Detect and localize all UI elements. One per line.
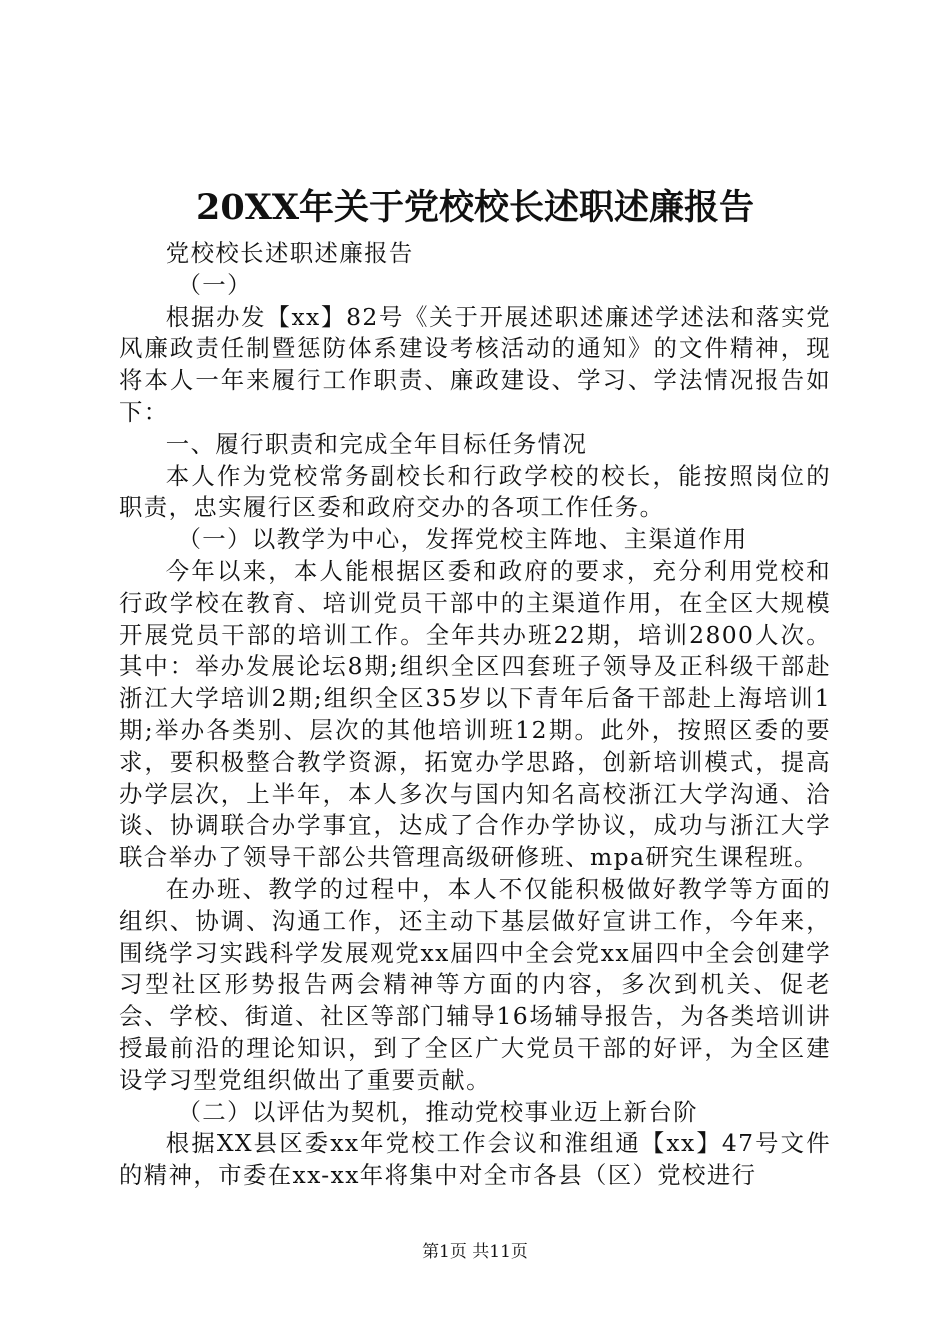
subsection-heading-1: （一）以教学为中心，发挥党校主阵地、主渠道作用 [177, 525, 748, 554]
paragraph-training: 今年以来，本人能根据区委和政府的要求，充分利用党校和行政学校在教育、培训党员干部中的主渠道作用，在全区大规模开展党员干部的培训工作。全年共办班22期，培训2800人次。其中：举办发展论坛8期;组织全区四套班子领导及正科级干部赴浙江大学培训2期;组织全区35岁以下青年后备干部赴上海培训1期;举办各类别、层次的其他培训班12期。此外，按照区委的要求，要积极整合教学资源，拓宽办学思路，创新培训模式，提高办学层次，上半年，本人多次与国内知名高校浙江大学沟通、洽谈、协调联合办学事宜，达成了合作办学协议，成功与浙江大学联合举办了领导干部公共管理高级研修班、mpa研究生课程班。 [119, 556, 831, 872]
paragraph-teaching: 在办班、教学的过程中，本人不仅能积极做好教学等方面的组织、协调、沟通工作，还主动下基层做好宣讲工作，今年来，围绕学习实践科学发展观党xx届四中全会党xx届四中全会创建学习型社区形势报告两会精神等方面的内容，多次到机关、促老会、学校、街道、社区等部门辅导16场辅导报告，为各类培训讲授最前沿的理论知识，到了全区广大党员干部的好评，为全区建设学习型党组织做出了重要贡献。 [119, 874, 831, 1094]
page-footer: 第1页 共11页 [422, 1242, 528, 1262]
paragraph-section-marker: （一） [177, 270, 252, 299]
paragraph-intro: 根据办发【xx】82号《关于开展述职述廉述学述法和落实党风廉政责任制暨惩防体系建设考核活动的通知》的文件精神，现将本人一年来履行工作职责、廉政建设、学习、学法情况报告如下： [119, 302, 831, 426]
subsection-heading-2: （二）以评估为契机，推动党校事业迈上新台阶 [177, 1097, 699, 1126]
document-title: 20XX年关于党校校长述职述廉报告 [195, 187, 755, 228]
document-body [119, 238, 831, 1192]
paragraph-duties: 本人作为党校常务副校长和行政学校的校长，能按照岗位的职责，忠实履行区委和政府交办的各项工作任务。 [119, 461, 831, 522]
section-heading-1: 一、履行职责和完成全年目标任务情况 [165, 429, 588, 458]
paragraph-evaluation: 根据XX县区委xx年党校工作会议和淮组通【xx】47号文件的精神，市委在xx-xx年将集中对全市各县（区）党校进行 [119, 1129, 831, 1190]
paragraph-subtitle: 党校校长述职述廉报告 [165, 239, 414, 267]
